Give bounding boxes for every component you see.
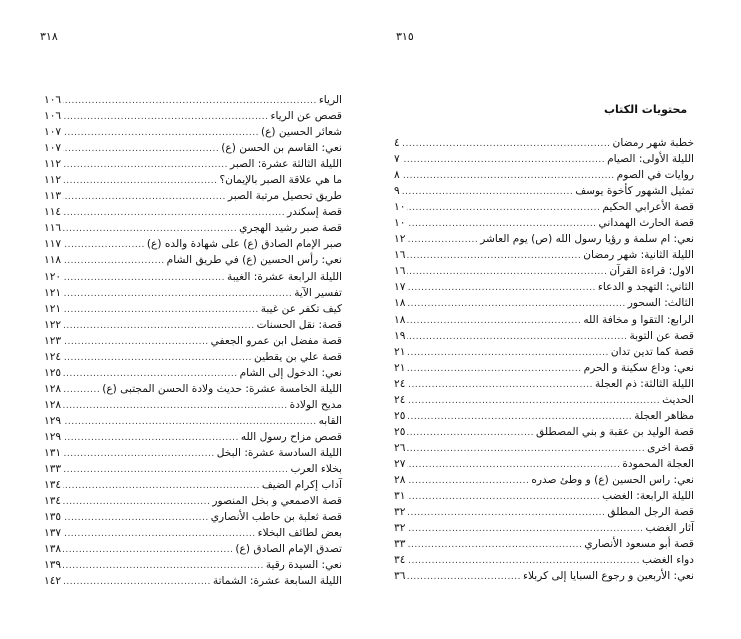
toc-entry-title: قصة أبو مسعود الأنصاري (584, 538, 694, 551)
leader-dots (407, 248, 581, 264)
toc-entry-title: قصة: نقل الحسنات (256, 318, 342, 331)
toc-entry-title: نعي: ام سلمة و رؤيا رسول الله (ص) يوم العاشر (480, 233, 694, 246)
toc-entry (44, 140, 342, 156)
toc-entry-page: ١٢ (394, 233, 406, 246)
toc-entry (44, 333, 342, 349)
toc-entry (44, 477, 342, 493)
leader-dots (63, 237, 145, 253)
toc-entry-title: قصص مزاح رسول الله (240, 430, 342, 443)
toc-entry-page: ١٢٤ (44, 350, 62, 363)
toc-entry (394, 279, 694, 295)
leader-dots (63, 109, 268, 125)
toc-entry (394, 215, 694, 231)
leader-dots (402, 184, 574, 200)
leader-dots (407, 441, 645, 457)
leader-dots (407, 489, 600, 505)
toc-entry-page: ١١٧ (44, 238, 62, 251)
toc-entry-page: ١٣٩ (44, 559, 62, 572)
toc-entry-title: قصة مفضل ابن عمرو الجعفي (210, 334, 342, 347)
toc-entry-title: تصدق الإمام الصادق (ع) (235, 543, 342, 556)
toc-entry-page: ١٠٧ (44, 142, 62, 155)
toc-entry-page: ٣٢ (394, 522, 406, 535)
leader-dots (63, 574, 211, 590)
leader-dots (407, 345, 608, 361)
toc-entry-page: ٣٦ (394, 570, 406, 583)
toc-entry-page: ١٣٥ (44, 511, 62, 524)
toc-entry (394, 408, 694, 424)
leader-dots (63, 141, 219, 157)
toc-entry (44, 381, 342, 397)
toc-entry-page: ٣٣ (394, 538, 406, 551)
toc-entry (394, 440, 694, 456)
toc-entry (44, 573, 342, 589)
toc-entry (44, 124, 342, 140)
toc-entry-title: قصة الرجل المطلق (607, 506, 694, 519)
leader-dots (407, 537, 582, 553)
leader-dots (407, 264, 607, 280)
toc-entry (44, 541, 342, 557)
toc-entry-page: ٢٦ (394, 441, 406, 454)
toc-right-column (394, 135, 694, 584)
toc-entry-page: ١٣٨ (44, 543, 62, 556)
toc-entry-page: ١٢١ (44, 302, 62, 315)
leader-dots (407, 216, 596, 232)
leader-dots (407, 425, 534, 441)
toc-entry-page: ١١٢ (44, 174, 62, 187)
leader-dots (407, 313, 581, 329)
toc-entry-page: ٣١ (394, 490, 406, 503)
toc-entry (394, 312, 694, 328)
toc-title: محتويات الكتاب (604, 103, 688, 116)
toc-entry-title: بخلاء العرب (290, 463, 342, 476)
leader-dots (63, 398, 288, 414)
toc-entry-title: بعض لطائف البخلاء (257, 527, 342, 540)
toc-entry (44, 92, 342, 108)
toc-entry-page: ١٢٢ (44, 318, 62, 331)
toc-entry-title: الليلة الأولى: الصيام (607, 153, 694, 166)
leader-dots (407, 569, 521, 585)
toc-entry (394, 376, 694, 392)
toc-entry-title: الليلة الثانية: شهر رمضان (583, 249, 694, 262)
leader-dots (407, 377, 593, 393)
toc-entry-title: القابه (318, 414, 342, 427)
toc-entry-title: دواء الغضب (642, 554, 694, 567)
toc-entry (44, 220, 342, 236)
toc-entry-title: كيف تكفر عن غيبة (260, 302, 342, 315)
toc-entry-title: نعي: راس الحسين (ع) و وطئ صدره (531, 473, 694, 486)
toc-entry (394, 199, 694, 215)
leader-dots (63, 558, 264, 574)
toc-entry (44, 156, 342, 172)
toc-entry-title: قصة الاصمعي و بخل المنصور (212, 495, 342, 508)
toc-entry-page: ١٣١ (44, 447, 62, 460)
toc-entry-title: الليلة الثالثة عشرة: الصبر (230, 158, 342, 171)
toc-entry-page: ٤ (394, 137, 400, 149)
toc-entry-page: ١٠ (394, 201, 406, 214)
toc-entry-page: ١٢٣ (44, 334, 62, 347)
leader-dots (63, 366, 238, 382)
leader-dots (407, 296, 625, 312)
leader-dots (63, 478, 260, 494)
toc-entry (44, 525, 342, 541)
toc-entry-page: ١٨ (394, 313, 406, 326)
toc-entry-page: ٢٤ (394, 393, 406, 406)
toc-entry-title: قصة علي بن يقطين (254, 350, 342, 363)
toc-entry (394, 247, 694, 263)
toc-entry-page: ١٣٤ (44, 495, 62, 508)
toc-entry (394, 167, 694, 183)
toc-entry (44, 349, 342, 365)
toc-entry-page: ٢٨ (394, 473, 406, 486)
toc-entry-title: خطبة شهر رمضان (612, 137, 694, 149)
toc-entry-title: قصة ثعلبة بن حاطب الأنصاري (210, 511, 342, 524)
toc-entry-title: الليلة الرابعة عشرة: الغيبة (227, 270, 342, 283)
toc-entry-title: آثار الغضب (645, 522, 694, 535)
toc-entry-page: ٣٢ (394, 506, 406, 519)
toc-entry-title: تفسير الآية (294, 286, 342, 299)
toc-entry-title: قصص عن الرياء (270, 110, 342, 123)
leader-dots (63, 270, 225, 286)
leader-dots (63, 302, 259, 318)
leader-dots (407, 361, 581, 377)
toc-entry (44, 236, 342, 252)
toc-entry (44, 445, 342, 461)
toc-entry-title: الليلة الرابعة: الغضب (602, 490, 694, 503)
leader-dots (63, 542, 233, 558)
toc-entry-title: شعائر الحسين (ع) (260, 126, 342, 139)
toc-entry-page: ١٤٢ (44, 575, 62, 588)
toc-entry-title: نعي: السيدة رقية (265, 559, 342, 572)
toc-entry-page: ١١٤ (44, 206, 62, 219)
toc-entry-title: روايات في الصوم (616, 169, 694, 182)
toc-entry (394, 231, 694, 247)
toc-entry-page: ١٣٧ (44, 527, 62, 540)
toc-entry-title: نعي: القاسم بن الحسن (ع) (221, 142, 342, 155)
toc-entry-title: الليلة السابعة عشرة: الشماتة (212, 575, 342, 588)
leader-dots (407, 232, 478, 248)
toc-entry-page: ٢٥ (394, 425, 406, 438)
toc-entry-page: ٨ (394, 169, 400, 182)
toc-entry (394, 328, 694, 344)
toc-entry-title: الليلة السادسة عشرة: البخل (216, 447, 342, 460)
toc-entry (394, 295, 694, 311)
toc-entry-title: الرياء (318, 94, 342, 106)
toc-entry-page: ١٢١ (44, 286, 62, 299)
leader-dots (63, 382, 100, 398)
toc-entry-title: الاول: قراءة القرآن (609, 265, 694, 278)
leader-dots (63, 125, 259, 141)
toc-entry-title: قصة إسكندر (287, 206, 342, 219)
toc-entry-page: ٢٧ (394, 457, 406, 470)
toc-entry-title: قصة الأعرابي الحكيم (602, 201, 694, 214)
leader-dots (407, 553, 640, 569)
leader-dots (407, 393, 660, 409)
leader-dots (407, 473, 529, 489)
toc-entry-page: ١٠ (394, 217, 406, 230)
toc-entry-title: آداب إكرام الضيف (261, 479, 342, 492)
toc-entry-title: مظاهر العجلة (634, 409, 694, 422)
toc-entry-title: الثاني: التهجد و الدعاء (597, 281, 694, 294)
toc-entry (44, 365, 342, 381)
toc-entry-page: ١٢٠ (44, 270, 62, 283)
leader-dots (63, 157, 228, 173)
toc-entry (44, 493, 342, 509)
toc-entry-page: ١٢٨ (44, 382, 62, 395)
toc-entry (394, 360, 694, 376)
toc-entry (394, 472, 694, 488)
toc-entry-page: ١١٨ (44, 254, 62, 267)
toc-entry-title: الرابع: التقوا و مخافة الله (583, 313, 694, 326)
toc-entry-page: ١٢٨ (44, 398, 62, 411)
toc-entry (394, 344, 694, 360)
leader-dots (402, 152, 605, 168)
leader-dots (63, 221, 237, 237)
toc-entry (44, 413, 342, 429)
toc-entry-title: صبر الإمام الصادق (ع) على شهادة والده (ع) (146, 238, 342, 251)
toc-entry-page: ٢٤ (394, 377, 406, 390)
toc-entry-title: تمثيل الشهور كأخوة يوسف (575, 185, 694, 198)
toc-entry (44, 285, 342, 301)
toc-entry (44, 269, 342, 285)
toc-entry (394, 456, 694, 472)
toc-entry-title: الليلة الخامسة عشرة: حديث ولادة الحسن المجتبى (ع) (102, 382, 342, 395)
leader-dots (63, 318, 254, 334)
toc-entry-page: ١٦ (394, 265, 406, 278)
toc-entry-page: ١١٢ (44, 158, 62, 171)
leader-dots (63, 253, 165, 269)
toc-entry (44, 172, 342, 188)
leader-dots (63, 510, 209, 526)
toc-entry (44, 188, 342, 204)
toc-entry-title: قصة عن التوبة (629, 329, 694, 342)
toc-entry-title: قصة اخرى (647, 441, 694, 454)
toc-entry-title: الثالث: السحور (627, 297, 694, 310)
toc-entry-page: ٢١ (394, 345, 406, 358)
leader-dots (63, 494, 210, 510)
leader-dots (63, 462, 288, 478)
toc-entry-page: ١٠٧ (44, 126, 62, 139)
toc-entry (44, 108, 342, 124)
toc-entry-title: ما هي علاقة الصبر بالإيمان؟ (219, 174, 342, 187)
leader-dots (407, 280, 596, 296)
toc-entry-page: ١٧ (394, 281, 406, 294)
toc-entry (44, 252, 342, 268)
toc-entry (394, 520, 694, 536)
toc-entry-title: قصة الحارث الهمداني (598, 217, 694, 230)
toc-entry-page: ٢١ (394, 361, 406, 374)
toc-left-column (44, 92, 342, 589)
leader-dots (407, 457, 620, 473)
toc-entry-page: ٢٥ (394, 409, 406, 422)
toc-entry-page: ١١٦ (44, 222, 62, 235)
toc-entry (394, 263, 694, 279)
toc-entry-page: ١٠٦ (44, 110, 62, 123)
page-number-left: ٣١٨ (40, 30, 58, 43)
toc-entry-page: ٧ (394, 153, 400, 166)
leader-dots (63, 189, 226, 205)
toc-entry (394, 135, 694, 151)
toc-entry (44, 429, 342, 445)
toc-entry (44, 317, 342, 333)
toc-entry (394, 183, 694, 199)
toc-entry-page: ١١٣ (44, 190, 62, 203)
toc-entry-title: نعي: رأس الحسين (ع) في طريق الشام (166, 254, 342, 267)
toc-entry (394, 424, 694, 440)
toc-entry (44, 509, 342, 525)
toc-entry-title: نعي: الأربعين و رجوع السبايا إلى كربلاء (522, 570, 694, 583)
leader-dots (407, 505, 605, 521)
toc-entry (44, 461, 342, 477)
toc-entry-title: قصة الوليد بن عقبة و بني المصطلق (536, 425, 694, 438)
toc-entry-page: ١٣٤ (44, 479, 62, 492)
leader-dots (63, 173, 217, 189)
toc-entry (394, 552, 694, 568)
leader-dots (407, 329, 627, 345)
toc-entry-title: قصة كما تدين تدان (610, 345, 694, 358)
toc-entry-page: ١٠٦ (44, 94, 62, 106)
leader-dots (63, 93, 317, 109)
toc-entry (44, 204, 342, 220)
leader-dots (402, 136, 611, 152)
toc-entry-page: ١٢٩ (44, 414, 62, 427)
page-number-right: ٣١٥ (396, 30, 414, 43)
toc-entry-page: ٩ (394, 185, 400, 198)
leader-dots (407, 409, 632, 425)
leader-dots (407, 200, 600, 216)
toc-entry (394, 488, 694, 504)
toc-entry-page: ١٢٩ (44, 430, 62, 443)
toc-entry (394, 536, 694, 552)
leader-dots (63, 334, 209, 350)
leader-dots (402, 168, 615, 184)
leader-dots (407, 521, 643, 537)
leader-dots (63, 205, 285, 221)
toc-entry-page: ١٢٥ (44, 366, 62, 379)
toc-entry-title: نعي: وداع سكينة و الحرم (583, 361, 694, 374)
toc-entry-page: ١٣٣ (44, 463, 62, 476)
toc-entry (394, 151, 694, 167)
toc-entry-title: الليلة الثالثة: ذم العجلة (594, 377, 694, 390)
toc-entry (394, 568, 694, 584)
toc-entry (394, 392, 694, 408)
leader-dots (63, 430, 239, 446)
leader-dots (63, 446, 215, 462)
leader-dots (63, 526, 256, 542)
toc-entry (394, 504, 694, 520)
toc-entry-title: قصة صبر رشيد الهجري (239, 222, 342, 235)
toc-entry-title: العجلة المحمودة (622, 457, 694, 470)
toc-entry-title: طريق تحصيل مرتبة الصبر (227, 190, 342, 203)
toc-entry-title: مديح الولادة (289, 398, 342, 411)
toc-entry-page: ١٨ (394, 297, 406, 310)
toc-entry (44, 557, 342, 573)
leader-dots (63, 286, 292, 302)
leader-dots (63, 350, 252, 366)
leader-dots (63, 414, 317, 430)
toc-entry (44, 397, 342, 413)
toc-entry-page: ٣٤ (394, 554, 406, 567)
toc-entry (44, 301, 342, 317)
toc-entry-page: ١٦ (394, 249, 406, 262)
toc-entry-page: ١٩ (394, 329, 406, 342)
toc-entry-title: الحديث (662, 393, 694, 406)
toc-entry-title: نعي: الدخول إلى الشام (239, 366, 342, 379)
